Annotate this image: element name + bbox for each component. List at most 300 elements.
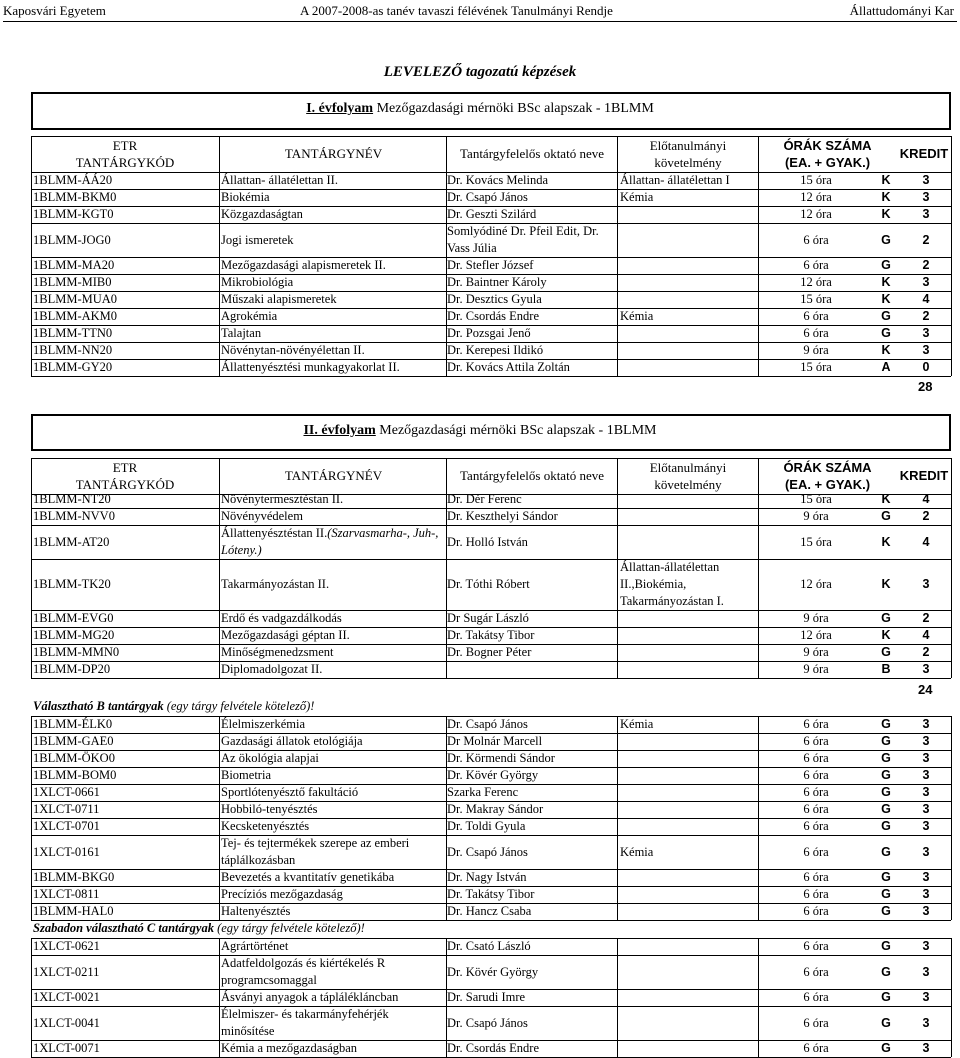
course-credit: 4 (922, 292, 930, 306)
course-teacher: Dr. Csordás Endre (447, 309, 539, 323)
course-teacher: Dr. Bogner Péter (447, 645, 532, 659)
course-teacher: Dr. Takátsy Tibor (447, 887, 535, 901)
course-code: 1BLMM-MMN0 (33, 645, 120, 659)
column-rule (446, 136, 447, 376)
course-name: Bevezetés a kvantitatív genetikába (221, 870, 395, 884)
course-teacher: Dr. Toldi Gyula (447, 819, 526, 833)
course-exam-type: G (881, 870, 891, 884)
course-name: Kémia a mezőgazdaságban (221, 1041, 358, 1055)
course-prerequisite: Kémia (620, 844, 654, 859)
table-row (31, 342, 951, 359)
course-teacher: Dr. Kerepesi Ildikó (447, 343, 544, 357)
course-name-detail: (Szarvasmarha-, Juh-, Lóteny.) (221, 526, 439, 557)
course-credit: 3 (922, 751, 930, 765)
course-name (221, 525, 441, 559)
course-name: Tej- és tejtermékek szerepe az emberi táplálkozásban (221, 836, 410, 867)
course-exam-type: G (881, 734, 891, 748)
table-row (31, 172, 951, 189)
course-hours: 6 óra (803, 1041, 829, 1055)
col-prerequisite-label2: követelmény (654, 477, 722, 492)
course-credit: 3 (922, 326, 930, 340)
course-credit: 2 (922, 611, 930, 625)
course-exam-type: K (881, 492, 891, 506)
col-hours-header (760, 137, 895, 171)
row-rule (31, 376, 951, 377)
table-row (31, 903, 951, 920)
course-hours: 6 óra (803, 258, 829, 272)
table-row (31, 869, 951, 886)
course-code: 1XLCT-0811 (33, 887, 100, 901)
course-teacher: Dr. Geszti Szilárd (447, 207, 537, 221)
col-etr-code-header (31, 137, 219, 171)
course-credit: 3 (922, 207, 930, 221)
header-institution: Kaposvári Egyetem (3, 3, 106, 18)
column-rule (446, 938, 447, 1057)
column-rule (617, 458, 618, 678)
course-name: Sportlótenyésztő fakultáció (221, 785, 359, 799)
section2-title-rest: Mezőgazdasági mérnöki BSc alapszak - 1BLMM (375, 423, 657, 438)
course-exam-type: K (881, 577, 891, 591)
table-row (31, 206, 951, 223)
course-exam-type: K (881, 343, 891, 357)
section2-credit-total: 24 (918, 682, 933, 697)
course-exam-type: G (881, 509, 891, 523)
course-teacher: Dr. Csapó János (447, 1015, 528, 1030)
row-rule (31, 678, 951, 679)
course-code: 1XLCT-0621 (33, 939, 100, 953)
course-exam-type: G (881, 717, 891, 731)
header-top-rule (31, 136, 951, 137)
course-hours: 6 óra (803, 751, 829, 765)
course-hours: 6 óra (803, 1015, 829, 1030)
table-row (31, 508, 951, 525)
course-credit: 3 (922, 190, 930, 204)
course-prerequisite-line3: Takarmányozástan I. (620, 594, 724, 608)
col-etr-code-header (31, 459, 219, 493)
course-teacher: Dr. Kövér György (447, 964, 539, 979)
course-name: Talajtan (221, 326, 262, 340)
course-exam-type: G (881, 768, 891, 782)
course-name: Műszaki alapismeretek (221, 292, 337, 306)
elective-c-note (33, 921, 365, 936)
col-hours-header (760, 459, 895, 493)
col-hours-label2: (EA. + GYAK.) (784, 155, 871, 170)
column-rule (219, 136, 220, 376)
course-credit: 2 (922, 258, 930, 272)
course-exam-type: G (881, 309, 891, 323)
header-top-rule (31, 458, 951, 459)
course-exam-type: G (881, 326, 891, 340)
course-credit: 3 (922, 844, 930, 859)
course-credit: 3 (922, 990, 930, 1004)
table-row (31, 610, 951, 627)
course-teacher: Dr. Baintner Károly (447, 275, 547, 289)
course-name: Növényvédelem (221, 509, 303, 523)
column-rule (617, 136, 618, 376)
course-exam-type: G (881, 785, 891, 799)
col-teacher-header: Tantárgyfelelős oktató neve (460, 146, 604, 161)
header-faculty: Állattudományi Kar (849, 3, 954, 18)
course-code: 1BLMM-ÁÁ20 (33, 173, 113, 187)
table-row (31, 1006, 951, 1040)
table-row (31, 1040, 951, 1057)
course-exam-type: G (881, 844, 891, 859)
course-name: Minőségmenedzsment (221, 645, 334, 659)
course-prerequisite: Állattan- állatélettan I (620, 173, 730, 187)
course-code: 1BLMM-HAL0 (33, 904, 114, 918)
table-row (31, 835, 951, 869)
course-name: Ásványi anyagok a táplálékláncban (221, 990, 399, 1004)
course-exam-type: G (881, 939, 891, 953)
course-teacher: Dr. Tóthi Róbert (447, 577, 530, 591)
col-code-label: TANTÁRGYKÓD (75, 477, 175, 492)
course-exam-type: A (881, 360, 891, 374)
course-credit: 3 (922, 887, 930, 901)
column-rule (951, 136, 952, 376)
course-teacher: Dr. Hancz Csaba (447, 904, 532, 918)
course-code: 1BLMM-KGT0 (33, 207, 114, 221)
course-credit: 4 (922, 534, 930, 549)
table-row (31, 818, 951, 835)
column-rule (31, 938, 32, 1057)
course-credit: 3 (922, 870, 930, 884)
course-hours: 15 óra (800, 360, 832, 374)
table-row (31, 325, 951, 342)
course-code: 1BLMM-ÖKO0 (33, 751, 115, 765)
course-code: 1BLMM-NVV0 (33, 509, 115, 523)
col-prerequisite-label1: Előtanulmányi (649, 138, 727, 153)
course-hours: 15 óra (800, 292, 832, 306)
course-hours: 9 óra (803, 509, 829, 523)
course-name: Diplomadolgozat II. (221, 662, 323, 676)
col-code-label: TANTÁRGYKÓD (75, 155, 175, 170)
course-code: 1BLMM-NT20 (33, 492, 111, 506)
course-hours: 6 óra (803, 990, 829, 1004)
col-etr-label: ETR (112, 138, 138, 153)
header-divider (3, 21, 957, 22)
course-code: 1XLCT-0161 (33, 844, 100, 859)
table-row (31, 274, 951, 291)
table-row (31, 291, 951, 308)
course-name: Erdő és vadgazdálkodás (221, 611, 342, 625)
course-hours: 15 óra (800, 173, 832, 187)
course-hours: 6 óra (803, 819, 829, 833)
course-code: 1BLMM-JOG0 (33, 232, 111, 247)
course-credit: 3 (922, 343, 930, 357)
course-name: Biokémia (221, 190, 270, 204)
course-prerequisite: Kémia (620, 717, 654, 731)
course-name-main: Állattenyésztéstan II. (221, 526, 328, 540)
course-name: Jogi ismeretek (221, 232, 294, 247)
course-name: Gazdasági állatok etológiája (221, 734, 363, 748)
course-hours: 12 óra (800, 207, 832, 221)
course-teacher: Dr. Csordás Endre (447, 1041, 539, 1055)
course-teacher: Dr. Csató László (447, 939, 531, 953)
course-exam-type: G (881, 1041, 891, 1055)
course-name: Állattan- állatélettan II. (221, 173, 338, 187)
col-prerequisite-header (618, 459, 758, 493)
course-teacher: Dr. Körmendi Sándor (447, 751, 555, 765)
course-hours: 12 óra (800, 628, 832, 642)
table-row (31, 627, 951, 644)
elective-c-title: Szabadon választható C tantárgyak (33, 921, 214, 935)
course-hours: 6 óra (803, 717, 829, 731)
table-row (31, 491, 951, 508)
course-name: Biometria (221, 768, 271, 782)
course-name: Agrokémia (221, 309, 278, 323)
section1-title-rest: Mezőgazdasági mérnöki BSc alapszak - 1BLMM (373, 101, 654, 116)
course-credit: 3 (922, 734, 930, 748)
course-prerequisite: Kémia (620, 309, 654, 323)
course-hours: 9 óra (803, 343, 829, 357)
course-code: 1BLMM-AKM0 (33, 309, 118, 323)
course-teacher: Dr. Csapó János (447, 717, 528, 731)
course-code: 1XLCT-0021 (33, 990, 100, 1004)
course-teacher: Dr. Kovács Attila Zoltán (447, 360, 570, 374)
course-prerequisite-line2: II.,Biokémia, (620, 577, 687, 591)
course-code: 1BLMM-EVG0 (33, 611, 114, 625)
course-name: Haltenyésztés (221, 904, 291, 918)
course-name: Takarmányozástan II. (221, 577, 330, 591)
course-credit: 3 (922, 768, 930, 782)
course-teacher: Somlyódiné Dr. Pfeil Edit, Dr. Vass Júlia (447, 224, 599, 255)
col-teacher-header: Tantárgyfelelős oktató neve (460, 468, 604, 483)
course-code: 1BLMM-AT20 (33, 534, 110, 549)
course-teacher: Dr. Csapó János (447, 190, 528, 204)
course-teacher: Dr. Keszthelyi Sándor (447, 509, 558, 523)
course-name: Precíziós mezőgazdaság (221, 887, 343, 901)
course-credit: 3 (922, 577, 930, 591)
section1-credit-total: 28 (918, 379, 933, 394)
course-name: Az ökológia alapjai (221, 751, 319, 765)
course-exam-type: K (881, 173, 891, 187)
course-hours: 6 óra (803, 785, 829, 799)
header-title: A 2007-2008-as tanév tavaszi félévének Tanulmányi Rendje (300, 3, 613, 18)
course-name: Növénytermesztéstan II. (221, 492, 344, 506)
course-teacher: Dr. Makray Sándor (447, 802, 544, 816)
course-hours: 9 óra (803, 645, 829, 659)
column-rule (446, 458, 447, 678)
course-hours: 12 óra (800, 275, 832, 289)
column-rule (219, 716, 220, 920)
elective-b-title: Választható B tantárgyak (33, 699, 164, 713)
section1-title (0, 101, 960, 117)
elective-c-rule: (egy tárgy felvétele kötelező)! (217, 921, 365, 935)
course-hours: 15 óra (800, 534, 832, 549)
course-exam-type: G (881, 232, 891, 247)
table-row (31, 189, 951, 206)
course-hours: 6 óra (803, 309, 829, 323)
column-rule (31, 458, 32, 678)
course-code: 1BLMM-GY20 (33, 360, 113, 374)
table-row (31, 661, 951, 678)
course-name: Hobbiló-tenyésztés (221, 802, 318, 816)
course-exam-type: G (881, 990, 891, 1004)
course-teacher: Dr Sugár László (447, 611, 529, 625)
course-hours: 9 óra (803, 611, 829, 625)
course-hours: 9 óra (803, 662, 829, 676)
table-row (31, 257, 951, 274)
course-credit: 2 (922, 309, 930, 323)
course-credit: 2 (922, 645, 930, 659)
col-name-header: TANTÁRGYNÉV (284, 468, 383, 483)
course-code: 1BLMM-TTN0 (33, 326, 113, 340)
course-exam-type: G (881, 258, 891, 272)
course-code: 1XLCT-0711 (33, 802, 100, 816)
course-exam-type: G (881, 1015, 891, 1030)
course-teacher: Dr. Sarudi Imre (447, 990, 526, 1004)
course-credit: 2 (922, 232, 930, 247)
table-row (31, 733, 951, 750)
course-exam-type: K (881, 275, 891, 289)
course-name: Élelmiszerkémia (221, 717, 305, 731)
course-exam-type: G (881, 645, 891, 659)
table-row (31, 359, 951, 376)
course-hours: 6 óra (803, 232, 829, 247)
course-credit: 3 (922, 785, 930, 799)
course-name: Állattenyésztési munkagyakorlat II. (221, 360, 400, 374)
course-teacher: Dr. Takátsy Tibor (447, 628, 535, 642)
column-rule (758, 716, 759, 920)
course-name: Mikrobiológia (221, 275, 294, 289)
table-row (31, 955, 951, 989)
course-exam-type: K (881, 628, 891, 642)
course-exam-type: G (881, 964, 891, 979)
course-hours: 12 óra (800, 577, 832, 591)
course-hours: 6 óra (803, 768, 829, 782)
course-credit: 2 (922, 509, 930, 523)
course-exam-type: G (881, 751, 891, 765)
course-credit: 4 (922, 628, 930, 642)
course-credit: 3 (922, 964, 930, 979)
course-credit: 3 (922, 662, 930, 676)
section2-title-underlined: II. évfolyam (303, 423, 376, 438)
course-credit: 3 (922, 1041, 930, 1055)
column-rule (951, 458, 952, 678)
course-exam-type: G (881, 611, 891, 625)
course-hours: 12 óra (800, 190, 832, 204)
course-hours: 15 óra (800, 492, 832, 506)
course-exam-type: K (881, 190, 891, 204)
course-name: Adatfeldolgozás és kiértékelés R programcsomaggal (221, 956, 386, 987)
course-teacher: Szarka Ferenc (447, 785, 519, 799)
course-code: 1BLMM-GAE0 (33, 734, 114, 748)
course-exam-type: K (881, 207, 891, 221)
course-code: 1BLMM-DP20 (33, 662, 111, 676)
table-row (31, 750, 951, 767)
course-code: 1BLMM-MIB0 (33, 275, 112, 289)
course-teacher: Dr. Desztics Gyula (447, 292, 542, 306)
course-prerequisite: Kémia (620, 190, 654, 204)
course-code: 1BLMM-MA20 (33, 258, 115, 272)
course-hours: 6 óra (803, 326, 829, 340)
course-credit: 3 (922, 1015, 930, 1030)
course-hours: 6 óra (803, 939, 829, 953)
column-rule (758, 938, 759, 1057)
course-teacher: Dr. Dér Ferenc (447, 492, 522, 506)
table-row (31, 886, 951, 903)
course-exam-type: G (881, 819, 891, 833)
column-rule (758, 458, 759, 678)
course-exam-type: K (881, 292, 891, 306)
course-hours: 6 óra (803, 870, 829, 884)
column-rule (446, 716, 447, 920)
course-credit: 3 (922, 275, 930, 289)
table-row (31, 716, 951, 733)
column-rule (758, 136, 759, 376)
course-credit: 3 (922, 802, 930, 816)
col-name-header: TANTÁRGYNÉV (284, 146, 383, 161)
course-exam-type: G (881, 904, 891, 918)
course-hours: 6 óra (803, 734, 829, 748)
course-prerequisite (620, 559, 760, 610)
col-prerequisite-label2: követelmény (654, 155, 722, 170)
course-teacher: Dr. Nagy István (447, 870, 527, 884)
course-name: Közgazdaságtan (221, 207, 303, 221)
course-code: 1BLMM-BKM0 (33, 190, 117, 204)
course-code: 1BLMM-ÉLK0 (33, 717, 113, 731)
course-hours: 6 óra (803, 904, 829, 918)
course-hours: 6 óra (803, 964, 829, 979)
column-rule (617, 716, 618, 920)
column-rule (31, 136, 32, 376)
course-teacher: Dr. Kovács Melinda (447, 173, 549, 187)
course-teacher: Dr. Csapó János (447, 844, 528, 859)
course-exam-type: G (881, 887, 891, 901)
page-subtitle: LEVELEZŐ tagozatú képzések (383, 64, 577, 80)
table-row (31, 559, 951, 610)
course-credit: 0 (922, 360, 930, 374)
column-rule (617, 938, 618, 1057)
course-code: 1XLCT-0071 (33, 1041, 100, 1055)
col-credit-header: KREDIT (899, 146, 949, 161)
table-row (31, 223, 951, 257)
course-exam-type: G (881, 802, 891, 816)
column-rule (951, 716, 952, 920)
course-credit: 3 (922, 904, 930, 918)
col-hours-label1: ÓRÁK SZÁMA (783, 138, 872, 153)
course-teacher: Dr Molnár Marcell (447, 734, 543, 748)
course-teacher: Dr. Holló István (447, 534, 528, 549)
course-code: 1BLMM-BKG0 (33, 870, 115, 884)
course-code: 1BLMM-MG20 (33, 628, 115, 642)
course-hours: 6 óra (803, 802, 829, 816)
course-credit: 3 (922, 939, 930, 953)
section1-title-underlined: I. évfolyam (306, 101, 374, 116)
course-code: 1XLCT-0041 (33, 1015, 100, 1030)
course-name: Kecsketenyésztés (221, 819, 310, 833)
section2-title (0, 423, 960, 439)
table-row (31, 938, 951, 955)
course-exam-type: B (881, 662, 891, 676)
column-rule (31, 716, 32, 920)
col-prerequisite-label1: Előtanulmányi (649, 460, 727, 475)
course-code: 1XLCT-0701 (33, 819, 100, 833)
course-code: 1BLMM-BOM0 (33, 768, 117, 782)
col-hours-label2: (EA. + GYAK.) (784, 477, 871, 492)
course-code: 1BLMM-NN20 (33, 343, 113, 357)
course-credit: 3 (922, 173, 930, 187)
table-row (31, 308, 951, 325)
course-name: Mezőgazdasági géptan II. (221, 628, 350, 642)
elective-b-rule: (egy tárgy felvétele kötelező)! (166, 699, 315, 713)
elective-b-note (33, 699, 314, 714)
table-row (31, 767, 951, 784)
course-prerequisite-line1: Állattan-állatélettan (620, 560, 720, 574)
course-code: 1BLMM-TK20 (33, 577, 111, 591)
course-hours: 6 óra (803, 844, 829, 859)
course-credit: 3 (922, 717, 930, 731)
